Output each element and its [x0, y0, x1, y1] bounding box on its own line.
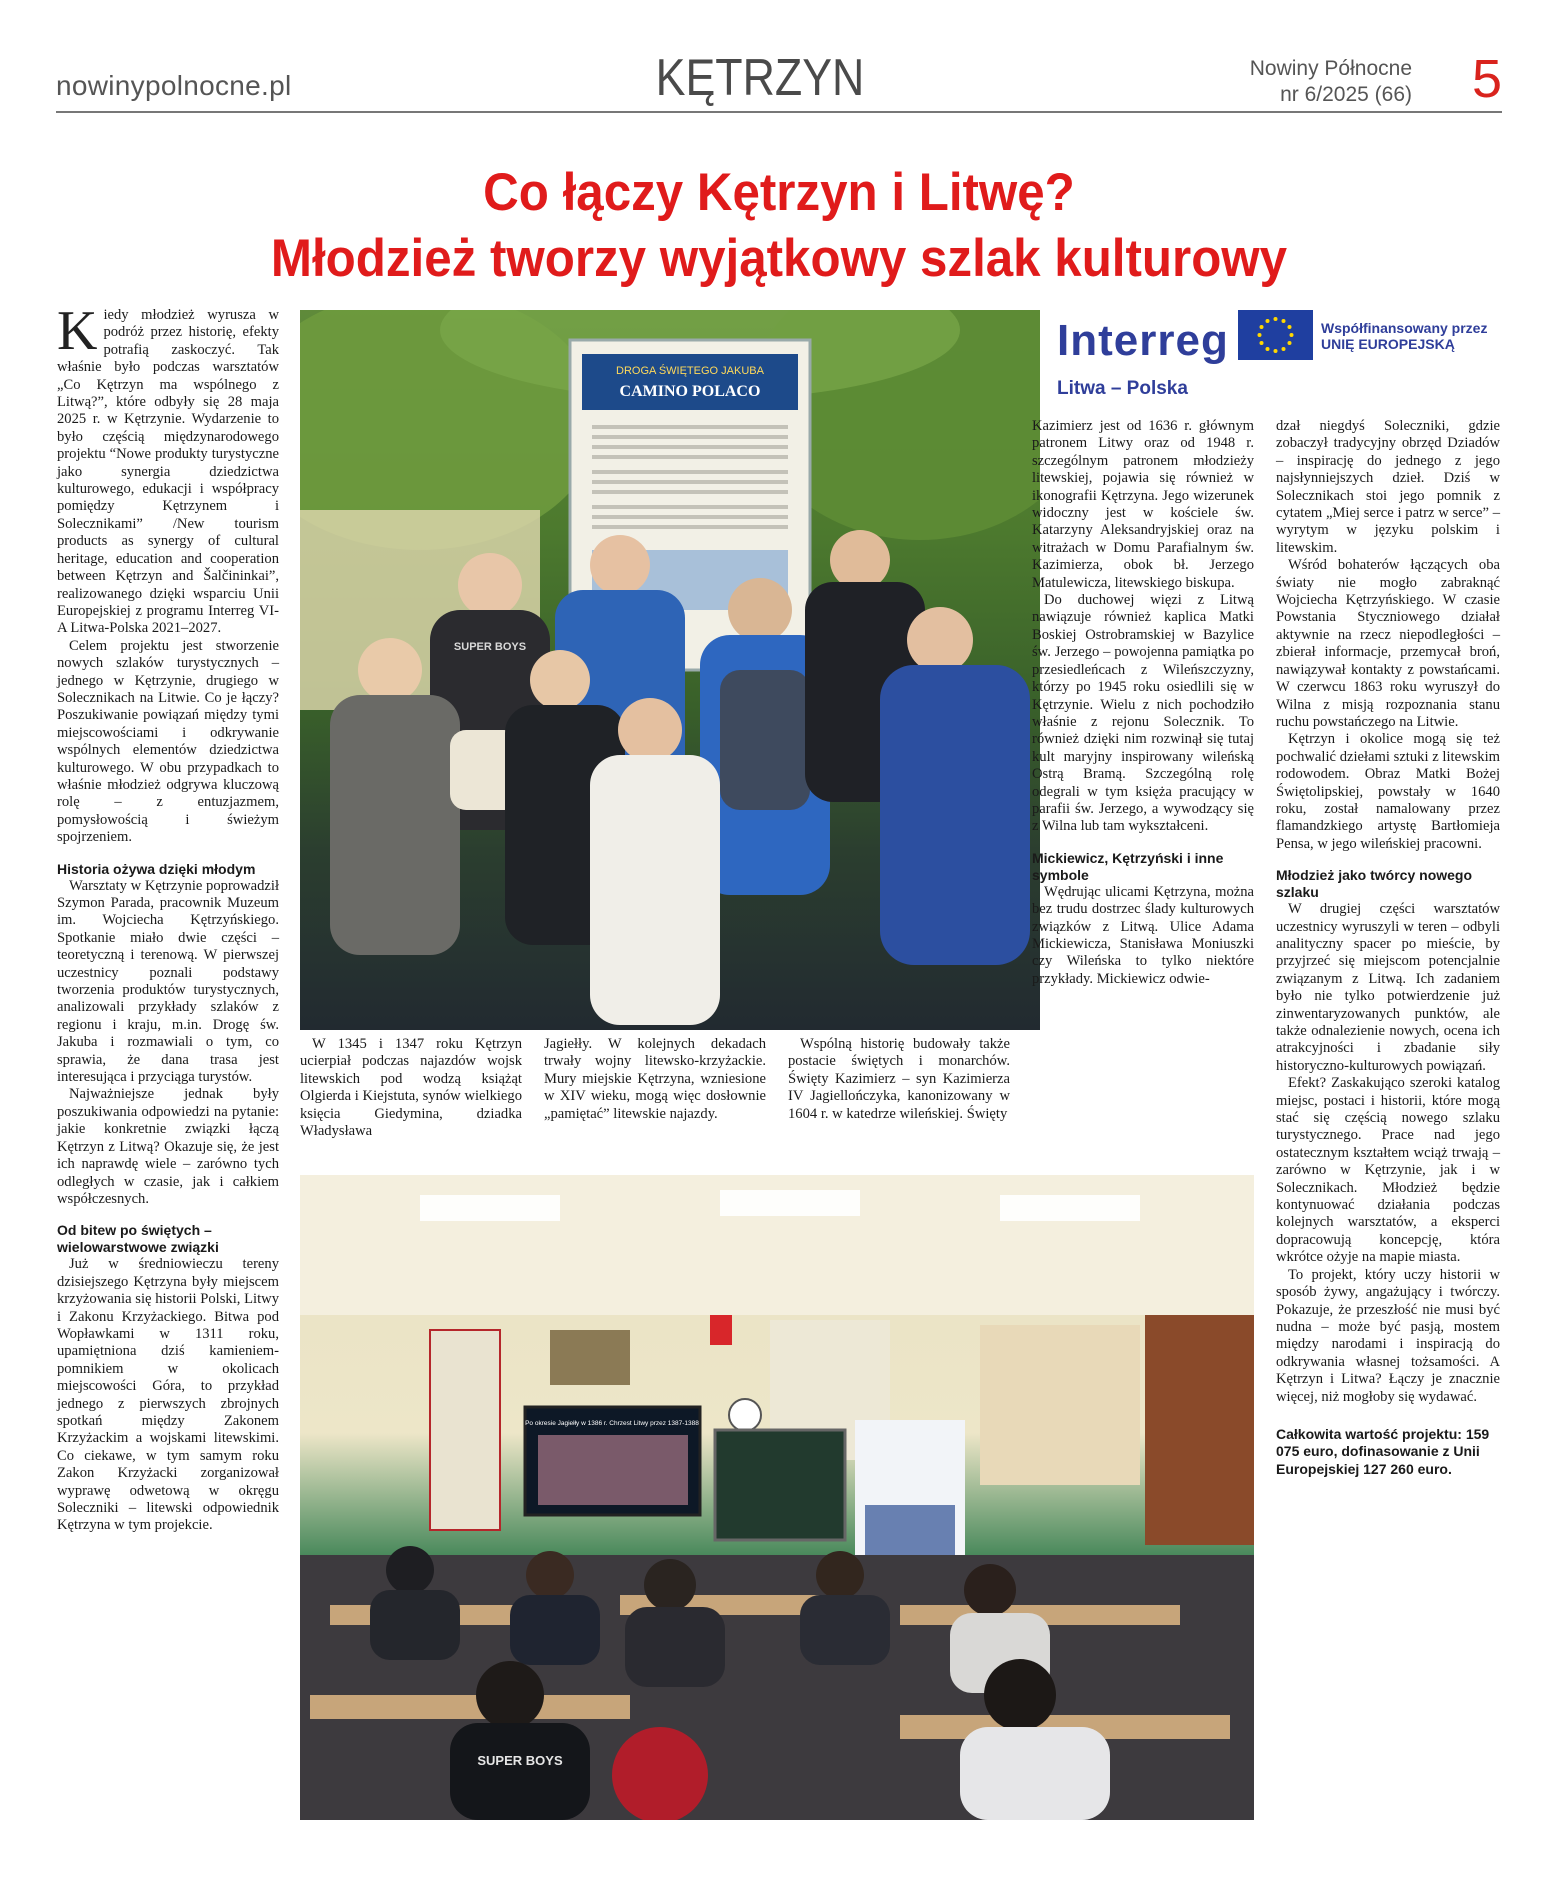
- paragraph: Wspólną historię budowały także postacie świętych i monarchów. Święty Kazimierz – syn Kazimierza IV Jagiellończyka, kanonizowany w 1604 r. w katedrze wileńskiej. Święty: [788, 1036, 1010, 1122]
- header-rule: [56, 111, 1502, 113]
- lead-text: iedy młodzież wyrusza w podróż przez historię, efekty potrafią zaskoczyć. Tak właśnie było podczas warsztatów „Co Kętrzyn ma wspólnego z Litwą?”, które odbyły się 28 maja 2025 r. w Kętrzynie. Wydarzenie to było częścią międzynarodowego projektu “Nowe produkty turystyczne jako synergia dziedzictwa kulturowego, edukacji i współpracy pomiędzy Kętrzynem i Solecznikami” /New tourism products as synergy of cultural heritage, education and cooperation between Kętrzyn and Šalčininkai”, realizowanego dzięki wsparciu Unii Europejskiej z programu Interreg VI-A Litwa-Polska 2021–2027.: [57, 307, 279, 637]
- drop-cap: K: [57, 300, 98, 362]
- headline: [148, 160, 1411, 292]
- article-column-2c: [788, 1036, 1010, 1123]
- article-column-2a: [300, 1036, 522, 1140]
- shirt-text: SUPER BOYS: [477, 1753, 563, 1768]
- headline-line-2: Młodzież tworzy wyjątkowy szlak kulturowy: [270, 229, 1288, 288]
- headline-line-1: Co łączy Kętrzyn i Litwę?: [483, 163, 1075, 222]
- paragraph: Wędrując ulicami Kętrzyna, można bez trudu dostrzec ślady kulturowych związków z Litwą. Ulice Adama Mickiewicza, Stanisława Moniuszki czy Wileńska to tylko niektóre przykłady. Mickiewicz odwie-: [1032, 883, 1254, 987]
- photo-outdoor-workshop: [300, 310, 1040, 1030]
- eu-line-1: Współfinansowany przez: [1321, 320, 1488, 336]
- issue-number: nr 6/2025 (66): [1280, 83, 1412, 106]
- sign-line-1: DROGA ŚWIĘTEGO JAKUBA: [616, 365, 764, 377]
- photo-classroom-workshop: [300, 1175, 1254, 1820]
- shirt-text: SUPER BOYS: [453, 641, 527, 653]
- page-number: 5: [1471, 49, 1502, 109]
- sign-line-2: CAMINO POLACO: [619, 383, 761, 400]
- paragraph: Jagiełły. W kolejnych dekadach trwały wojny litewsko-krzyżackie. Mury miejskie Kętrzyna, wzniesione w XIV wieku, mogą więc dosłownie „pamiętać” litewskie najazdy.: [544, 1036, 766, 1122]
- project-funding: Całkowita wartość projektu: 159 075 euro, dofinasowanie z Unii Europejskiej 127 260 euro.: [1276, 1425, 1490, 1477]
- paragraph: Efekt? Zaskakująco szeroki katalog miejsc, postaci i historii, które mogą stać się częścią nowego szlaku turystycznego. Prace nad jego ostatecznym kształtem wciąż trwają – zarówno w Kętrzynie, jak i w Solecznikach. Młodzież będzie kontynuować działania podczas kolejnych warsztatów, a eksperci dopracowują koncepcję, która wkrótce ożyje na mapie miasta.: [1276, 1075, 1500, 1266]
- eu-cofinancing-text: [1321, 320, 1487, 352]
- subheading: Mickiewicz, Kętrzyński i inne symbole: [1032, 849, 1224, 883]
- screen-caption: Po okresie Jagiełły w 1386 r. Chrzest Litwy przez 1387-1388: [525, 1420, 699, 1427]
- article-column-4: [1032, 418, 1254, 988]
- program-region: Litwa – Polska: [1057, 378, 1188, 399]
- paragraph: Celem projektu jest stworzenie nowych szlaków turystycznych – jednego w Kętrzynie, drugiego w Solecznikach na Litwie. Co je łączy? Poszukiwanie powiązań między tymi miejscowościami i odkrywanie wspólnych elementów dziedzictwa kulturowego. W obu przypadkach to właśnie młodzież odgrywa kluczową rolę – z entuzjazmem, pomysłowością i świeżym spojrzeniem.: [57, 637, 279, 846]
- paragraph: [57, 300, 279, 638]
- subheading: Historia ożywa dzięki młodym: [57, 860, 256, 877]
- subheading: Od bitew po świętych – wielowarstwowe związki: [57, 1222, 219, 1256]
- article-column-5: [1276, 418, 1500, 1478]
- site-url[interactable]: nowinypolnocne.pl: [56, 70, 292, 101]
- paragraph: Już w średniowieczu tereny dzisiejszego Kętrzyna były miejscem krzyżowania się historii Polski, Litwy i Zakonu Krzyżackiego. Bitwa pod Wopławkami w 1311 roku, upamiętniona dziś kamieniem-pomnikiem w okolicach miejscowości Góra, to przykład jednego z pierwszych zbrojnych spotkań między Zakonem Krzyżackim a wojskami litewskimi. Co ciekawe, w tym samym roku Zakon Krzyżacki zorganizował wyprawę odwetową w okręgu Soleczniki – litewski odpowiednik Kętrzyna w tym projekcie.: [57, 1256, 279, 1534]
- interreg-wordmark: Interreg: [1057, 316, 1229, 365]
- paragraph: To projekt, który uczy historii w sposób żywy, angażujący i twórczy. Pokazuje, że przeszłość nie musi być nudna – może być pasją, mostem między narodami i inspiracją do odkrywania własnej tożsamości. A Kętrzyn i Litwa? Łączy je znacznie więcej, niż mogłoby się wydawać.: [1276, 1266, 1500, 1405]
- article-column-1: [57, 300, 279, 1535]
- paragraph: W 1345 i 1347 roku Kętrzyn ucierpiał podczas najazdów wojsk litewskich pod wodzą książąt Olgierda i Kiejstuta, synów wielkiego księcia Giedymina, dziadka Władysława: [300, 1036, 522, 1140]
- paragraph: Wśród bohaterów łączących oba światy nie mogło zabraknąć Wojciecha Kętrzyńskiego. W czasie Powstania Styczniowego działał aktywnie na rzecz niepodległości – zbierał informacje, przemycał broń, nawiązywał kontakty z powstańcami. W czerwcu 1863 roku wyruszył do Wilna z misją rozpoznania stanu ruchu powstańczego na Litwie.: [1276, 557, 1500, 730]
- paragraph: W drugiej części warsztatów uczestnicy wyruszyli w teren – odbyli analityczny spacer po mieście, by przyjrzeć się miejscom potencjalnie związanym z Litwą. Ich zadaniem było nie tylko potwierdzenie już zinwentaryzowanych punktów, ale także odnalezienie nowych, ocena ich atrakcyjności i zbadanie siły historyczno-kulturowych powiązań.: [1276, 901, 1500, 1074]
- section-title: KĘTRZYN: [655, 49, 865, 107]
- paper-info: [1250, 56, 1412, 108]
- eu-flag-icon: [1238, 310, 1313, 360]
- subheading: Młodzież jako twórcy nowego szlaku: [1276, 867, 1473, 901]
- photo-classroom-illustration: [300, 1175, 1254, 1820]
- interreg-logo: [1045, 306, 1495, 406]
- paragraph: Kazimierz jest od 1636 r. głównym patronem Litwy oraz od 1948 r. szczególnym patronem młodzieży litewskiej, pojawia się również w ikonografii Kętrzyna. Jego wizerunek widoczny jest w kościele św. Katarzyny Aleksandryjskiej oraz na witrażach w Domu Parafialnym św. Kazimierza, obok bł. Jerzego Matulewicza, litewskiego biskupa.: [1032, 418, 1254, 591]
- paragraph: Kętrzyn i okolice mogą się też pochwalić dziełami sztuki z litewskim rodowodem. Obraz Matki Bożej Świętolipskiej, powstały w 1640 roku, został namalowany przez flamandzkiego artystę Bartłomieja Pensa, w jego wileńskiej pracowni.: [1276, 731, 1500, 852]
- paper-name: Nowiny Północne: [1249, 57, 1412, 80]
- article-column-2b: [544, 1036, 766, 1123]
- paragraph: Najważniejsze jednak były poszukiwania odpowiedzi na pytanie: jakie konkretnie związki łączą Kętrzyn z Litwą? Okazuje się, że jest ich naprawdę wiele – zarówno tych odległych w czasie, jak i całkiem współczesnych.: [57, 1086, 279, 1207]
- photo-outdoor-illustration: [300, 310, 1040, 1030]
- eu-line-2: UNIĘ EUROPEJSKĄ: [1321, 336, 1455, 352]
- paragraph: dzał niegdyś Soleczniki, gdzie zobaczył tradycyjny obrzęd Dziadów – inspirację do jednego z jego najsłynniejszych dzieł. Dziś w Solecznikach stoi jego pomnik z cytatem „Miej serce i patrz w serce” – wyrytym w języku polskim i litewskim.: [1276, 418, 1500, 556]
- paragraph: Warsztaty w Kętrzynie poprowadził Szymon Parada, pracownik Muzeum im. Wojciecha Kętrzyńskiego. Spotkanie miało dwie części – teoretyczną i terenową. W pierwszej uczestnicy poznali podstawy tworzenia produktów turystycznych, analizowali przykłady szlaków z regionu i kraju, m.in. Drogę św. Jakuba i rozmawiali o tym, co sprawia, że dana trasa jest interesująca i przyciąga turystów.: [57, 877, 279, 1086]
- paragraph: Do duchowej więzi z Litwą nawiązuje również kaplica Matki Boskiej Ostrobramskiej w Bazylice św. Jerzego – powojenna pamiątka po przesiedleńcach z Wileńszczyzny, którzy po 1945 roku osiedlili się w Kętrzynie. Wielu z nich pochodziło właśnie z rejonu Solecznik. To również dzięki nim rozwinął się tutaj kult maryjny inspirowany wileńską Ostrą Bramą. Szczególną rolę odegrali w tym księża pracujący w parafii św. Jerzego, a wywodzący się z Wilna lub tam wykształceni.: [1032, 592, 1254, 835]
